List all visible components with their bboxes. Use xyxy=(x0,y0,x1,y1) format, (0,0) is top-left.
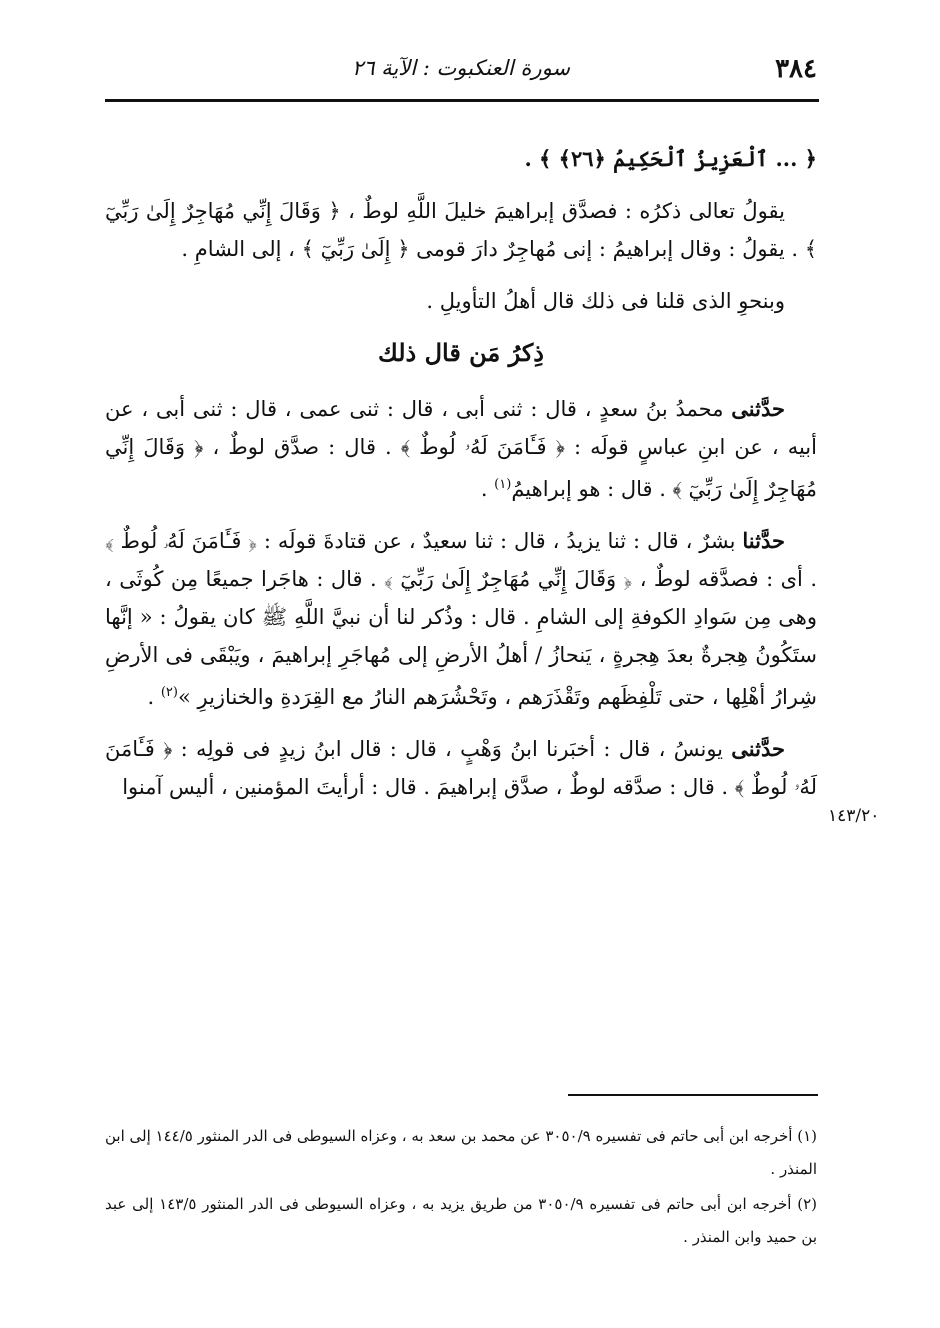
section-heading: ذِكرُ مَن قال ذلك xyxy=(378,338,544,367)
main-text xyxy=(105,140,817,820)
footnote-2: (٢) أخرجه ابن أبى حاتم فى تفسيره ٣٠٥٠/٩ من طريق يزيد به ، وعزاه السيوطى فى الدر المنثور ١٤٣/٥ إلى عبد بن حميد وابن المنذر . xyxy=(105,1195,817,1246)
paragraph-3-text: محمدُ بنُ سعدٍ ، قال : ثنى أبى ، قال : ثنى عمى ، قال : ثنى أبى ، عن أبيه ، عن ابنِ عباسٍ قولَه : ﴿ فَـَٔامَنَ لَهُۥ لُوطٌ ﴾ . قال : صدَّق لوطٌ ، ﴿ وَقَالَ إِنِّي مُهَاجِرٌ إِلَىٰ رَبِّيٓ ﴾ . قال : هو إبراهيمُ xyxy=(105,397,817,501)
footnote-rule xyxy=(568,1094,818,1096)
footnotes xyxy=(105,1120,817,1256)
verse-end: ﴿ ... ٱلْعَزِيزُ ٱلْحَكِيمُ ﴿٢٦﴾ ﴾ . xyxy=(524,146,817,171)
margin-reference: ١٤٣/٢٠ xyxy=(828,806,880,826)
paragraph-4 xyxy=(105,522,817,716)
paragraph-5-text: يونسُ ، قال : أخبَرنا ابنُ وَهْبٍ ، قال : قال ابنُ زيدٍ فى قولِه : ﴿ فَـَٔامَنَ لَهُۥ لُوطٌ ﴾ . قال : صدَّقه لوطٌ ، صدَّق إبراهيمَ . قال : أرأيتَ المؤمنين ، أليس آمنوا xyxy=(105,737,817,799)
paragraph-3 xyxy=(105,390,817,508)
narration-lead: حدَّثنى xyxy=(731,736,785,761)
footnote-ref-1: (١) xyxy=(494,477,512,492)
paragraph-4-text: بشرٌ ، قال : ثنا يزيدُ ، قال : ثنا سعيدٌ ، عن قتادةَ قولَه : ﴿ فَـَٔامَنَ لَهُۥ لُوطٌ ﴾ . أى : فصدَّقه لوطٌ ، ﴿ وَقَالَ إِنِّي مُهَاجِرٌ إِلَىٰ رَبِّيٓ ﴾ . قال : هاجَرا جميعًا مِن كُوثَى ، وهى مِن سَوادِ الكوفةِ إلى الشامِ . قال : وذُكر لنا أن نبيَّ اللَّهِ ﷺ كان يقولُ : « إنَّها ستَكُونُ هِجرةٌ بعدَ هِجرةٍ ، يَنحازُ / أهلُ الأرضِ إلى مُهاجَرِ إبراهيمَ ، ويَبْقَى فى الأرضِ شِرارُ أهْلِها ، حتى تَلْفِظَهم وتَقْذَرَهم ، وتَحْشُرَهم النارُ مع القِرَدةِ والخنازيرِ » xyxy=(105,529,817,709)
narration-lead: حدَّثنى xyxy=(731,396,785,421)
narration-lead: حدَّثنا xyxy=(742,528,785,553)
page-number: ٣٨٤ xyxy=(775,54,817,84)
paragraph-4-end: . xyxy=(147,685,161,709)
paragraph-1: يقولُ تعالى ذكرُه : فصدَّق إبراهيمَ خليلَ اللَّهِ لوطٌ ، ﴿ وَقَالَ إِنِّي مُهَاجِرٌ إِلَىٰ رَبِّيٓ ﴾ . يقولُ : وقال إبراهيمُ : إنى مُهاجِرٌ دارَ قومى ﴿ إِلَىٰ رَبِّيٓ ﴾ ، إلى الشامِ . xyxy=(105,199,817,261)
paragraph-2: وبنحوِ الذى قلنا فى ذلك قال أهلُ التأويلِ . xyxy=(426,289,785,313)
page-header xyxy=(105,48,817,92)
paragraph-3-end: . xyxy=(480,477,495,501)
footnote-1: (١) أخرجه ابن أبى حاتم فى تفسيره ٣٠٥٠/٩ عن محمد بن سعد به ، وعزاه السيوطى فى الدر المنثور ١٤٤/٥ إلى ابن المنذر . xyxy=(105,1127,817,1178)
paragraph-5 xyxy=(105,730,817,806)
running-title: سورة العنكبوت : الآية ٢٦ xyxy=(351,56,571,80)
header-rule xyxy=(105,99,819,102)
footnote-ref-2: (٢) xyxy=(160,685,178,700)
